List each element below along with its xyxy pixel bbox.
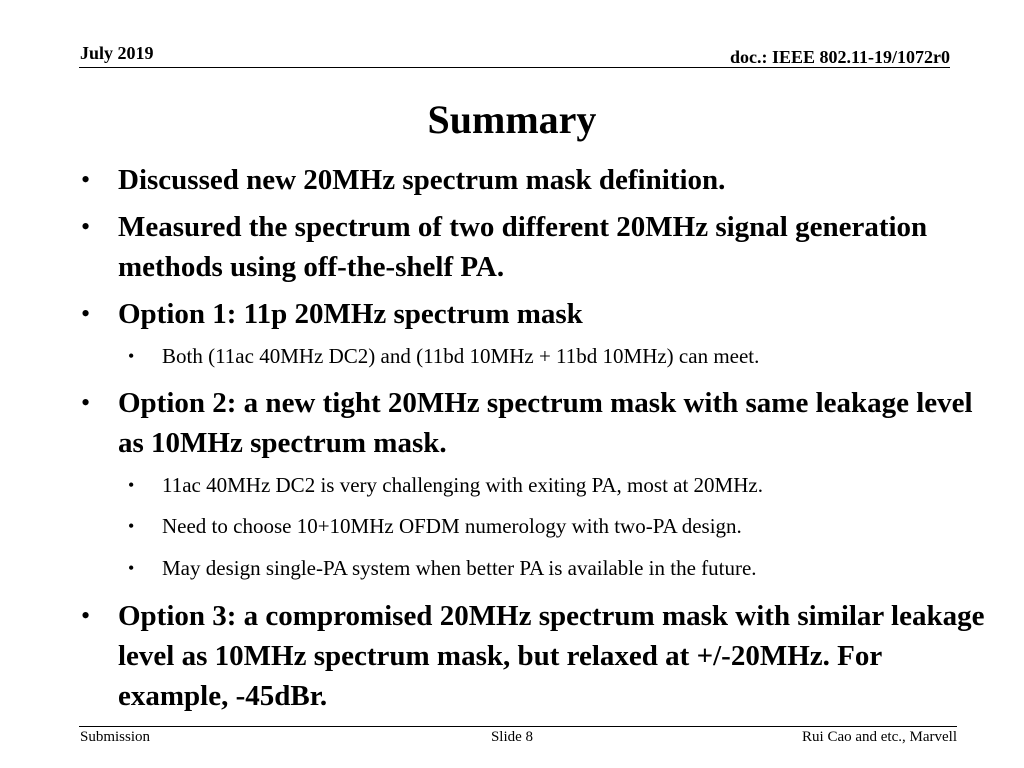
bullet-item [78, 160, 988, 200]
header-date: July 2019 [80, 43, 154, 63]
bullet-text: Option 3: a compromised 20MHz spectrum mask with similar leakage level as 10MHz spectrum mask, but relaxed at +/-20MHz. For example, -45dBr. [118, 600, 985, 712]
footer-slide-number: Slide 8 [490, 729, 534, 745]
header-divider [79, 67, 950, 68]
sub-bullet-item [78, 471, 988, 499]
bullet-marker: • [81, 299, 91, 328]
bullet-text: Discussed new 20MHz spectrum mask definition. [118, 164, 726, 196]
bullet-marker: • [81, 212, 91, 241]
footer-divider [79, 726, 957, 727]
bullet-marker: • [81, 165, 91, 194]
sub-bullet-marker: • [128, 516, 135, 536]
bullet-item [78, 207, 988, 287]
bullet-item [78, 596, 988, 716]
sub-bullet-marker: • [128, 475, 135, 495]
sub-bullet-item [78, 512, 988, 540]
sub-bullet-text: May design single-PA system when better PA is available in the future. [162, 556, 757, 580]
footer-submission: Submission [80, 729, 151, 745]
bullet-item [78, 294, 988, 334]
sub-bullet-marker: • [128, 346, 135, 366]
sub-bullet-text: 11ac 40MHz DC2 is very challenging with exiting PA, most at 20MHz. [162, 473, 763, 497]
header-doc-id: doc.: IEEE 802.11-19/1072r0 [729, 47, 950, 67]
footer-author: Rui Cao and etc., Marvell [802, 729, 957, 745]
bullet-marker: • [81, 601, 91, 630]
bullet-text: Measured the spectrum of two different 20MHz signal generation methods using off-the-shelf PA. [118, 211, 928, 283]
slide-title: Summary [427, 97, 597, 142]
bullet-marker: • [81, 388, 91, 417]
bullet-item [78, 383, 988, 463]
bullet-text: Option 2: a new tight 20MHz spectrum mask with same leakage level as 10MHz spectrum mask. [118, 387, 973, 459]
sub-bullet-item [78, 342, 988, 370]
sub-bullet-marker: • [128, 558, 135, 578]
sub-bullet-text: Need to choose 10+10MHz OFDM numerology with two-PA design. [162, 514, 742, 538]
bullet-text: Option 1: 11p 20MHz spectrum mask [118, 298, 583, 330]
sub-bullet-item [78, 554, 988, 582]
sub-bullet-text: Both (11ac 40MHz DC2) and (11bd 10MHz + 11bd 10MHz) can meet. [162, 344, 760, 368]
bullet-list [78, 160, 988, 723]
